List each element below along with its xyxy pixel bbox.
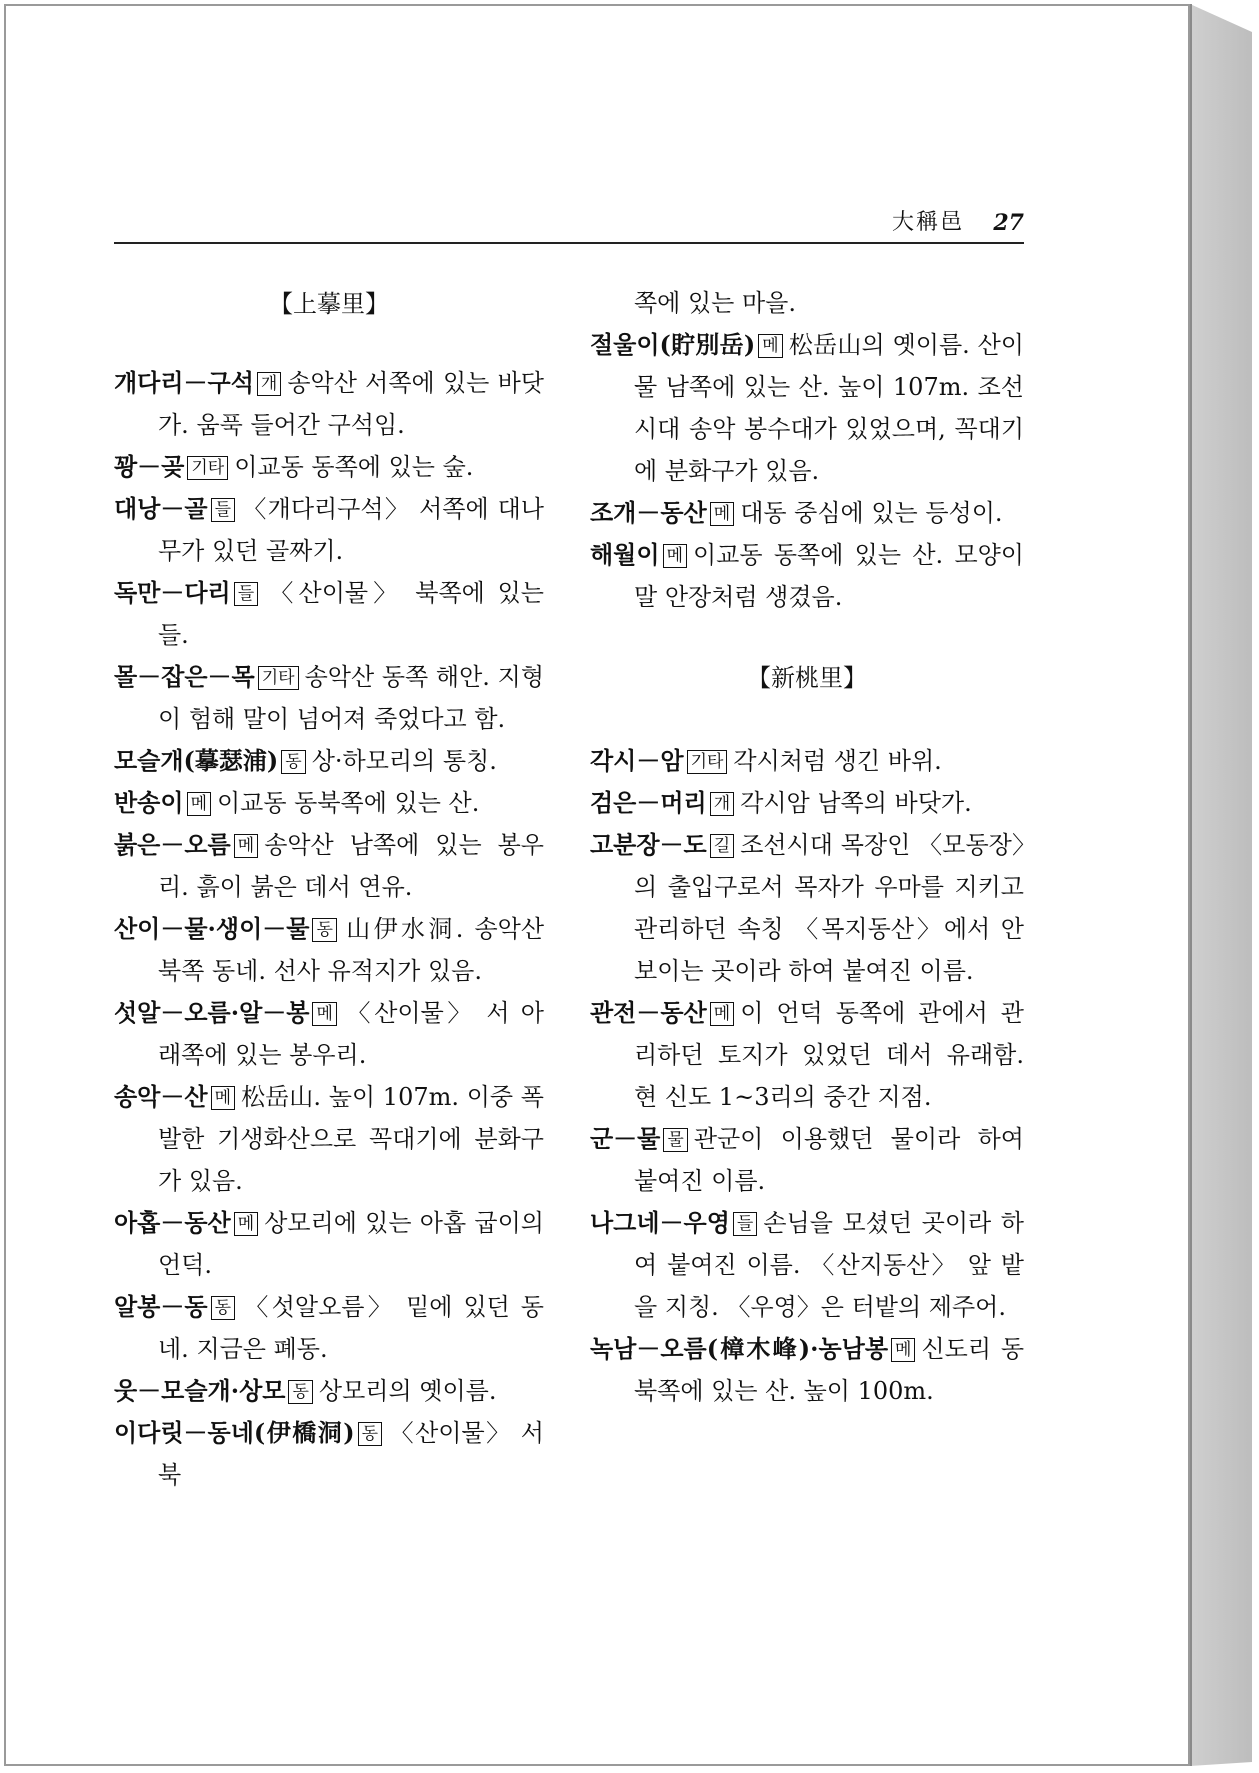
dictionary-entry bbox=[590, 740, 1024, 782]
entry-term: 모슬개(摹瑟浦) bbox=[114, 746, 279, 775]
entry-term: 해월이 bbox=[590, 540, 660, 569]
entry-term: 산이－물·생이－물 bbox=[114, 914, 310, 943]
category-tag: 메 bbox=[187, 792, 211, 816]
category-tag: 동 bbox=[288, 1380, 312, 1404]
dictionary-entry bbox=[114, 446, 544, 488]
dictionary-entry bbox=[114, 1370, 544, 1412]
entry-description: 신도리 동북쪽에 있는 산. 높이 100m. bbox=[634, 1335, 1024, 1405]
entry-term: 독만－다리 bbox=[114, 578, 231, 607]
entry-list bbox=[114, 362, 544, 1496]
entry-description: 각시암 남쪽의 바닷가. bbox=[740, 789, 972, 817]
category-tag: 메 bbox=[663, 544, 687, 568]
entry-description: 〈섯알오름〉 밑에 있던 동네. 지금은 폐동. bbox=[158, 1293, 544, 1363]
entry-description: 松岳山의 옛이름. 산이물 남쪽에 있는 산. 높이 107m. 조선시대 송악 봉수대가 있었으며, 꼭대기에 분화구가 있음. bbox=[634, 331, 1024, 485]
category-tag: 메 bbox=[234, 834, 258, 858]
entry-continuation: 쪽에 있는 마을. bbox=[634, 289, 796, 317]
entry-description: 관군이 이용했던 물이라 하여 붙여진 이름. bbox=[634, 1125, 1024, 1195]
dictionary-entry bbox=[114, 488, 544, 572]
entry-term: 꽝－곶 bbox=[114, 452, 185, 481]
category-tag: 들 bbox=[211, 498, 235, 522]
category-tag: 물 bbox=[663, 1128, 687, 1152]
entry-term: 나그네－우영 bbox=[590, 1208, 730, 1237]
entry-description: 〈개다리구석〉 서쪽에 대나무가 있던 골짜기. bbox=[158, 495, 544, 565]
entry-term: 검은－머리 bbox=[590, 788, 707, 817]
dictionary-entry bbox=[590, 492, 1024, 534]
entry-description: 이교동 동북쪽에 있는 산. bbox=[217, 789, 480, 817]
dictionary-entry bbox=[590, 824, 1024, 992]
section-heading: 【新桃里】 bbox=[747, 664, 867, 692]
entry-description: 山伊水洞. 송악산 북쪽 동네. 선사 유적지가 있음. bbox=[158, 915, 544, 985]
entry-description: 각시처럼 생긴 바위. bbox=[733, 747, 942, 775]
dictionary-entry bbox=[114, 740, 544, 782]
entry-description: 이교동 동쪽에 있는 숲. bbox=[234, 453, 474, 481]
entry-term: 송악－산 bbox=[114, 1082, 208, 1111]
entry-description: 손님을 모셨던 곳이라 하여 붙여진 이름. 〈산지동산〉 앞 밭을 지칭. 〈우영〉은 터밭의 제주어. bbox=[634, 1209, 1024, 1321]
entry-description: 〈산이물〉 서북 bbox=[158, 1419, 544, 1489]
category-tag: 기타 bbox=[187, 456, 228, 480]
category-tag: 개 bbox=[710, 792, 734, 816]
entry-list bbox=[590, 324, 1024, 618]
dictionary-entry bbox=[590, 992, 1024, 1118]
dictionary-entry bbox=[114, 572, 544, 656]
dictionary-entry bbox=[114, 908, 544, 992]
running-title: 大稱邑 bbox=[891, 210, 964, 235]
entry-term: 절울이(貯別岳) bbox=[590, 330, 756, 359]
dictionary-entry bbox=[114, 1286, 544, 1370]
entry-term: 개다리－구석 bbox=[114, 368, 254, 397]
dictionary-entry bbox=[590, 1328, 1024, 1412]
entry-description: 송악산 동쪽 해안. 지형이 험해 말이 넘어져 죽었다고 함. bbox=[158, 663, 544, 733]
category-tag: 개 bbox=[257, 372, 281, 396]
category-tag: 동 bbox=[312, 918, 336, 942]
category-tag: 메 bbox=[211, 1086, 235, 1110]
entry-list bbox=[590, 740, 1024, 1412]
entry-description: 상모리의 옛이름. bbox=[318, 1377, 497, 1405]
category-tag: 동 bbox=[211, 1296, 235, 1320]
entry-term: 녹남－오름(樟木峰)·농남봉 bbox=[590, 1334, 889, 1363]
entry-term: 몰－잡은－목 bbox=[114, 662, 255, 691]
entry-term: 각시－암 bbox=[590, 746, 684, 775]
category-tag: 들 bbox=[733, 1212, 757, 1236]
entry-description: 대동 중심에 있는 등성이. bbox=[740, 499, 1003, 527]
category-tag: 기타 bbox=[687, 750, 728, 774]
category-tag: 동 bbox=[281, 750, 305, 774]
category-tag: 들 bbox=[234, 582, 258, 606]
page-edge-shadow bbox=[1190, 4, 1252, 1766]
entry-description: 〈산이물〉 북쪽에 있는 들. bbox=[158, 579, 544, 649]
category-tag: 기타 bbox=[258, 666, 299, 690]
category-tag: 메 bbox=[312, 1002, 336, 1026]
entry-description: 이교동 동쪽에 있는 산. 모양이 말 안장처럼 생겼음. bbox=[634, 541, 1024, 611]
category-tag: 길 bbox=[710, 834, 734, 858]
entry-term: 아홉－동산 bbox=[114, 1208, 231, 1237]
entry-description: 송악산 남쪽에 있는 봉우리. 흙이 붉은 데서 연유. bbox=[158, 831, 544, 901]
entry-description: 〈산이물〉 서 아래쪽에 있는 봉우리. bbox=[158, 999, 544, 1069]
dictionary-entry bbox=[114, 782, 544, 824]
entry-term: 이다릿－동네(伊橋洞) bbox=[114, 1418, 355, 1447]
entry-term: 군－물 bbox=[590, 1124, 661, 1153]
entry-term: 알봉－동 bbox=[114, 1292, 208, 1321]
dictionary-entry bbox=[590, 324, 1024, 492]
dictionary-entry bbox=[114, 1412, 544, 1496]
category-tag: 동 bbox=[358, 1422, 382, 1446]
entry-description: 상모리에 있는 아홉 굽이의 언덕. bbox=[158, 1209, 544, 1279]
entry-term: 고분장－도 bbox=[590, 830, 707, 859]
entry-term: 붉은－오름 bbox=[114, 830, 231, 859]
page-edge-line bbox=[1190, 4, 1192, 1766]
dictionary-entry bbox=[590, 534, 1024, 618]
section-heading: 【上摹里】 bbox=[269, 290, 389, 318]
category-tag: 메 bbox=[234, 1212, 258, 1236]
entry-term: 웃－모슬개·상모 bbox=[114, 1376, 286, 1405]
entry-description: 松岳山. 높이 107m. 이중 폭발한 기생화산으로 꼭대기에 분화구가 있음. bbox=[158, 1083, 544, 1195]
dictionary-entry bbox=[114, 362, 544, 446]
left-column bbox=[114, 282, 544, 1496]
dictionary-entry bbox=[114, 1076, 544, 1202]
category-tag: 메 bbox=[710, 1002, 734, 1026]
entry-term: 조개－동산 bbox=[590, 498, 707, 527]
entry-description: 이 언덕 동쪽에 관에서 관리하던 토지가 있었던 데서 유래함. 현 신도 1~3리의 중간 지점. bbox=[634, 999, 1024, 1111]
dictionary-entry bbox=[114, 824, 544, 908]
entry-term: 관전－동산 bbox=[590, 998, 707, 1027]
right-column bbox=[590, 282, 1024, 1412]
entry-term: 대낭－골 bbox=[114, 494, 208, 523]
category-tag: 메 bbox=[758, 334, 782, 358]
dictionary-entry bbox=[114, 656, 544, 740]
running-header bbox=[114, 212, 1024, 244]
entry-description: 송악산 서쪽에 있는 바닷가. 움푹 들어간 구석임. bbox=[158, 369, 544, 439]
category-tag: 메 bbox=[710, 502, 734, 526]
dictionary-entry bbox=[114, 1202, 544, 1286]
entry-description: 조선시대 목장인 〈모동장〉의 출입구로서 목자가 우마를 지키고 관리하던 속칭 〈목지동산〉에서 안 보이는 곳이라 하여 붙여진 이름. bbox=[634, 831, 1024, 985]
dictionary-entry bbox=[114, 992, 544, 1076]
dictionary-entry bbox=[590, 782, 1024, 824]
category-tag: 메 bbox=[891, 1338, 915, 1362]
dictionary-entry bbox=[590, 1202, 1024, 1328]
dictionary-entry bbox=[590, 1118, 1024, 1202]
entry-term: 섯알－오름·알－봉 bbox=[114, 998, 310, 1027]
entry-term: 반송이 bbox=[114, 788, 184, 817]
entry-description: 상·하모리의 통칭. bbox=[311, 747, 497, 775]
page-number: 27 bbox=[993, 210, 1024, 236]
